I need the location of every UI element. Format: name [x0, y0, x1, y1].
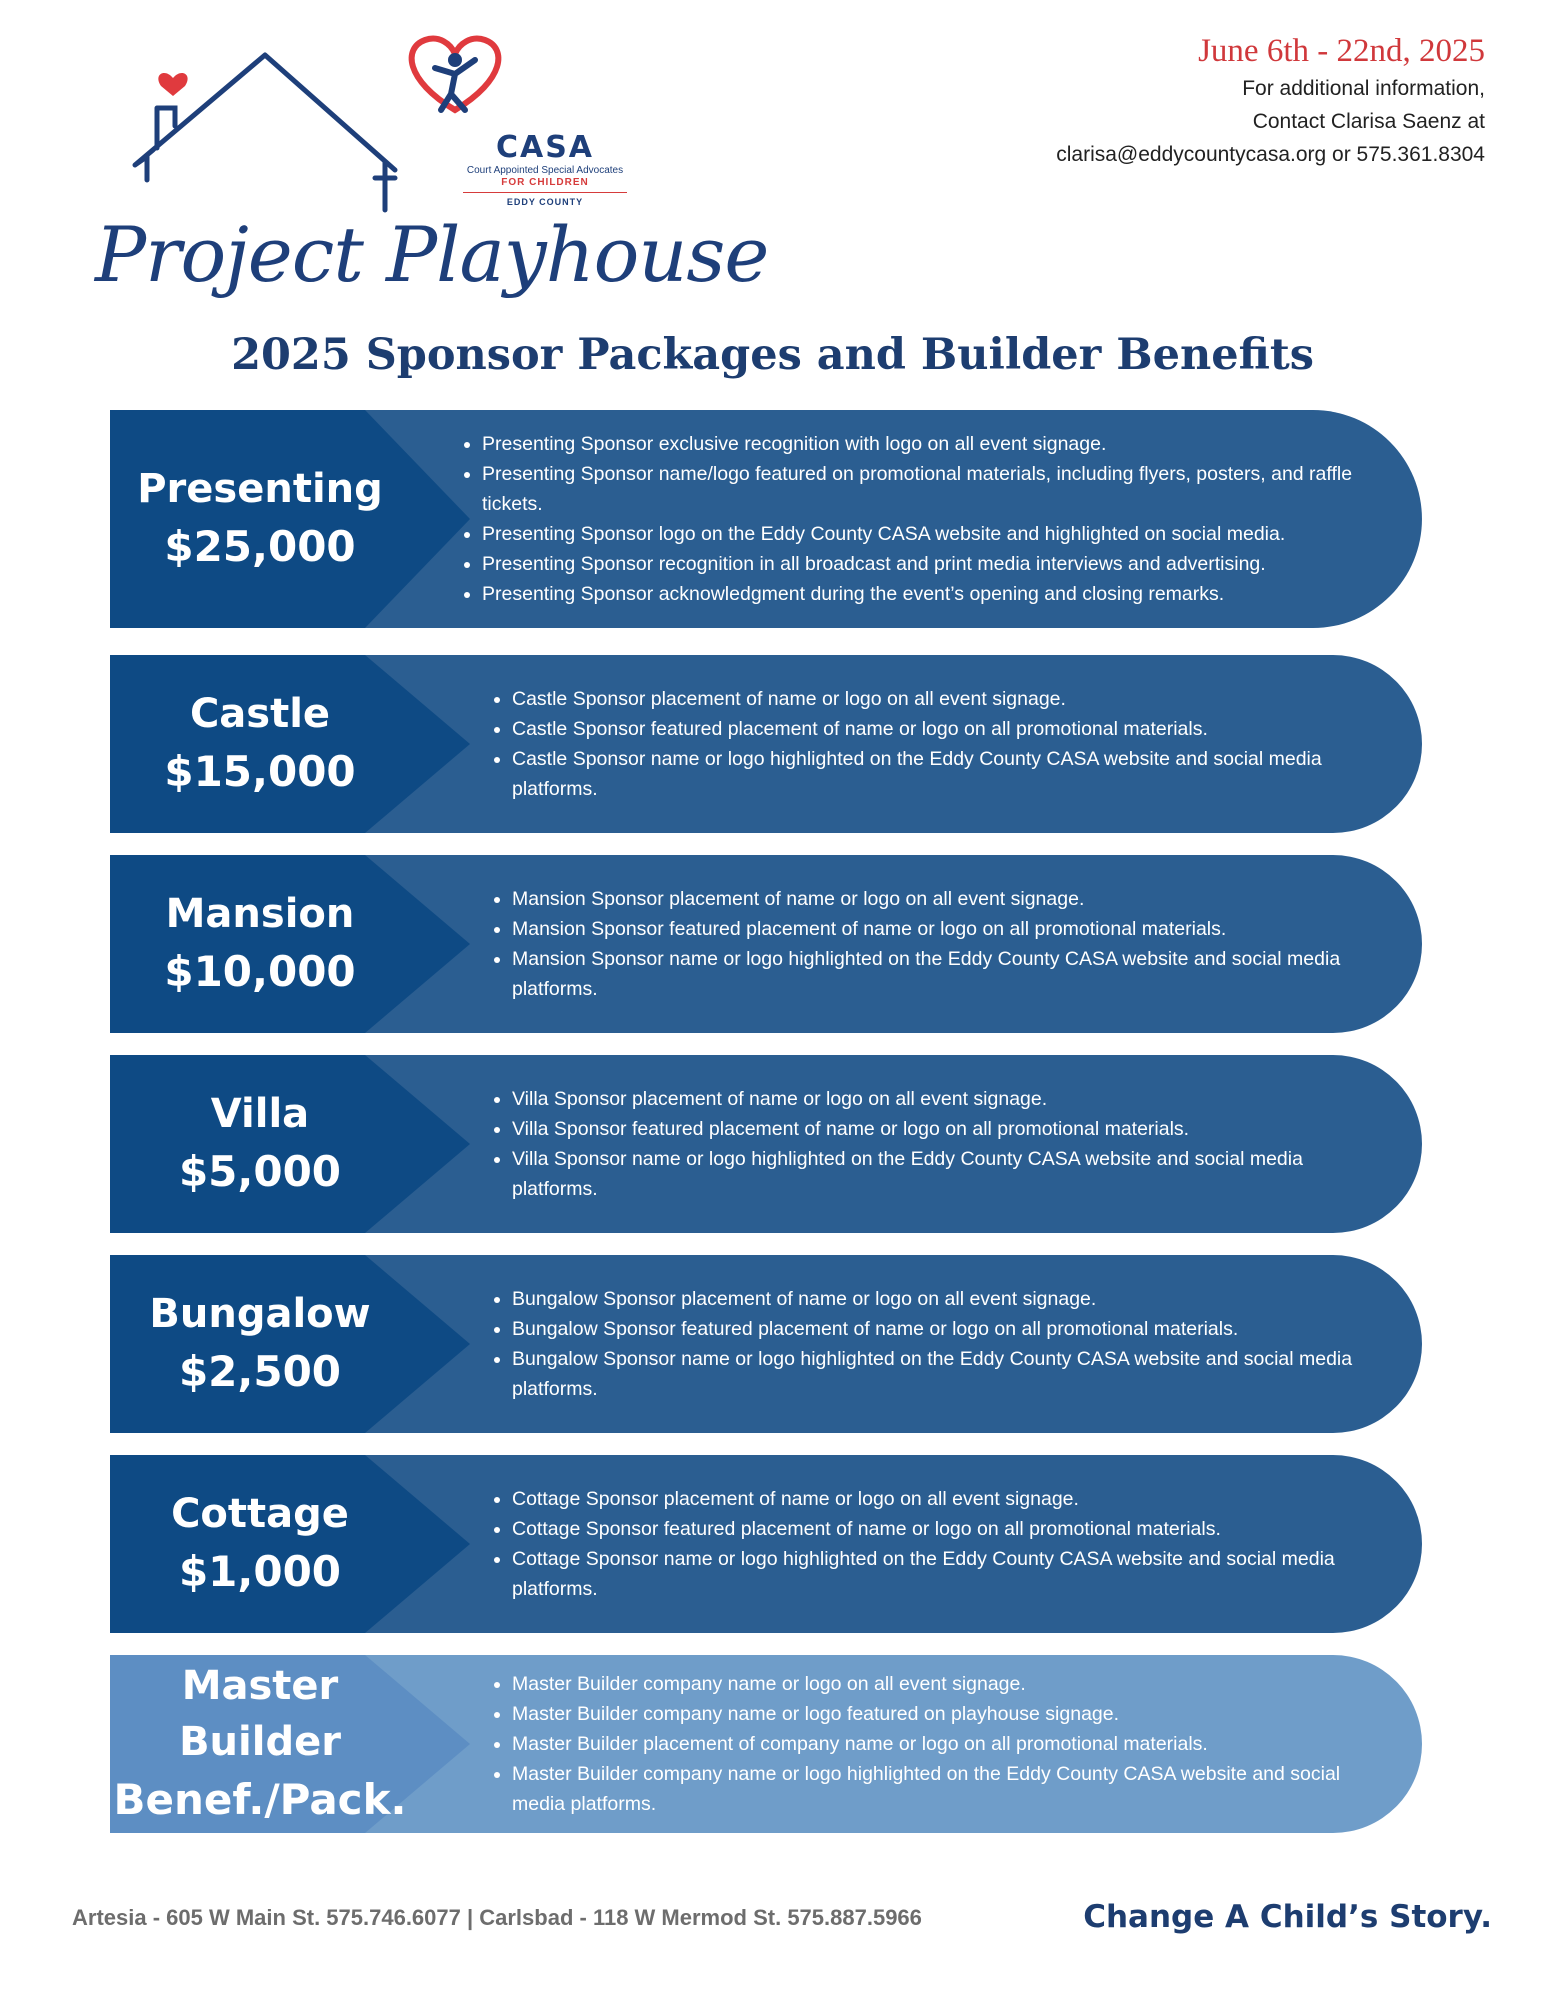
package-title — [110, 1455, 410, 1633]
package-price: $25,000 — [164, 522, 356, 571]
benefit-item: • Presenting Sponsor acknowledgment during the event’s opening and closing remarks. — [482, 579, 1382, 609]
benefit-list — [488, 684, 1382, 804]
package-cottage — [110, 1455, 1422, 1633]
benefit-list — [488, 1084, 1382, 1204]
package-price: $1,000 — [178, 1547, 342, 1596]
package-price: Benef./Pack. — [113, 1775, 407, 1824]
package-name: Bungalow — [149, 1291, 371, 1337]
page-title: 2025 Sponsor Packages and Builder Benefits — [231, 330, 1314, 380]
benefit-item: • Master Builder placement of company name or logo on all promotional materials. — [512, 1729, 1382, 1759]
footer — [72, 1895, 1492, 1945]
header-info — [925, 30, 1485, 171]
benefit-item: • Cottage Sponsor placement of name or logo on all event signage. — [512, 1484, 1382, 1514]
package-master-builder — [110, 1655, 1422, 1833]
casa-subtitle: Court Appointed Special Advocates — [466, 165, 624, 176]
benefit-item: • Master Builder company name or logo highlighted on the Eddy County CASA website and social media platforms. — [512, 1759, 1382, 1819]
benefit-item: • Cottage Sponsor name or logo highlighted on the Eddy County CASA website and social media platforms. — [512, 1544, 1382, 1604]
benefit-item: • Villa Sponsor placement of name or logo on all event signage. — [512, 1084, 1382, 1114]
project-playhouse-logo — [95, 30, 769, 330]
package-price: $15,000 — [164, 747, 356, 796]
script-title: Project Playhouse — [95, 210, 769, 299]
package-title — [110, 1655, 410, 1833]
benefit-item: • Mansion Sponsor name or logo highlighted on the Eddy County CASA website and social media platforms. — [512, 944, 1382, 1004]
benefit-item: • Mansion Sponsor featured placement of name or logo on all promotional materials. — [512, 914, 1382, 944]
contact-line-3: clarisa@eddycountycasa.org or 575.361.8304 — [1056, 143, 1485, 166]
benefit-list — [488, 884, 1382, 1004]
package-name: Villa — [210, 1091, 310, 1137]
package-name: Mansion — [165, 891, 355, 937]
benefit-item: • Villa Sponsor featured placement of name or logo on all promotional materials. — [512, 1114, 1382, 1144]
casa-for-children: FOR CHILDREN — [501, 177, 589, 188]
footer-address: Artesia - 605 W Main St. 575.746.6077 | Carlsbad - 118 W Mermod St. 575.887.5966 — [72, 1905, 922, 1930]
package-name: Master Builder — [179, 1663, 341, 1765]
package-price: $2,500 — [178, 1347, 342, 1396]
casa-word: CASA — [495, 130, 595, 165]
package-benefits — [488, 855, 1382, 1033]
benefit-item: • Bungalow Sponsor featured placement of name or logo on all promotional materials. — [512, 1314, 1382, 1344]
casa-logo-text — [455, 130, 635, 207]
benefit-item: • Cottage Sponsor featured placement of name or logo on all promotional materials. — [512, 1514, 1382, 1544]
benefit-item: • Mansion Sponsor placement of name or logo on all event signage. — [512, 884, 1382, 914]
benefit-item: • Presenting Sponsor exclusive recognition with logo on all event signage. — [482, 429, 1382, 459]
package-benefits — [458, 410, 1382, 628]
benefit-item: • Bungalow Sponsor placement of name or logo on all event signage. — [512, 1284, 1382, 1314]
benefit-item: • Presenting Sponsor name/logo featured on promotional materials, including flyers, posters, and raffle tickets. — [482, 459, 1382, 519]
contact-line-2: Contact Clarisa Saenz at — [1252, 110, 1485, 133]
benefit-item: • Presenting Sponsor logo on the Eddy County CASA website and highlighted on social media. — [482, 519, 1382, 549]
event-dates: June 6th - 22nd, 2025 — [1198, 33, 1485, 69]
package-benefits — [488, 1455, 1382, 1633]
benefit-item: • Bungalow Sponsor name or logo highlighted on the Eddy County CASA website and social media platforms. — [512, 1344, 1382, 1404]
package-benefits — [488, 655, 1382, 833]
casa-county: EDDY COUNTY — [506, 197, 584, 207]
package-mansion — [110, 855, 1422, 1033]
package-benefits — [488, 1055, 1382, 1233]
package-name: Presenting — [137, 466, 383, 512]
benefit-item: • Master Builder company name or logo featured on playhouse signage. — [512, 1699, 1382, 1729]
package-name: Cottage — [171, 1491, 349, 1537]
package-price: $10,000 — [164, 947, 356, 996]
benefit-item: • Castle Sponsor placement of name or logo on all event signage. — [512, 684, 1382, 714]
package-title — [110, 1255, 410, 1433]
package-benefits — [488, 1255, 1382, 1433]
package-bungalow — [110, 1255, 1422, 1433]
package-title — [110, 1055, 410, 1233]
casa-divider — [463, 192, 627, 193]
package-presenting — [110, 410, 1422, 628]
casa-heart-icon — [395, 30, 515, 120]
package-name: Castle — [189, 691, 331, 737]
contact-line-1: For additional information, — [1242, 77, 1485, 100]
benefit-list — [458, 429, 1382, 609]
benefit-item: • Castle Sponsor name or logo highlighted on the Eddy County CASA website and social media platforms. — [512, 744, 1382, 804]
package-castle — [110, 655, 1422, 833]
benefit-item: • Villa Sponsor name or logo highlighted on the Eddy County CASA website and social media platforms. — [512, 1144, 1382, 1204]
package-benefits — [488, 1655, 1382, 1833]
footer-tagline: Change A Child’s Story. — [1083, 1899, 1492, 1935]
benefit-list — [488, 1484, 1382, 1604]
package-title — [110, 410, 410, 628]
benefit-item: • Castle Sponsor featured placement of name or logo on all promotional materials. — [512, 714, 1382, 744]
benefit-item: • Presenting Sponsor recognition in all broadcast and print media interviews and advertising. — [482, 549, 1382, 579]
package-title — [110, 855, 410, 1033]
package-villa — [110, 1055, 1422, 1233]
package-title — [110, 655, 410, 833]
benefit-item: • Master Builder company name or logo on all event signage. — [512, 1669, 1382, 1699]
benefit-list — [488, 1669, 1382, 1819]
package-price: $5,000 — [178, 1147, 342, 1196]
benefit-list — [488, 1284, 1382, 1404]
